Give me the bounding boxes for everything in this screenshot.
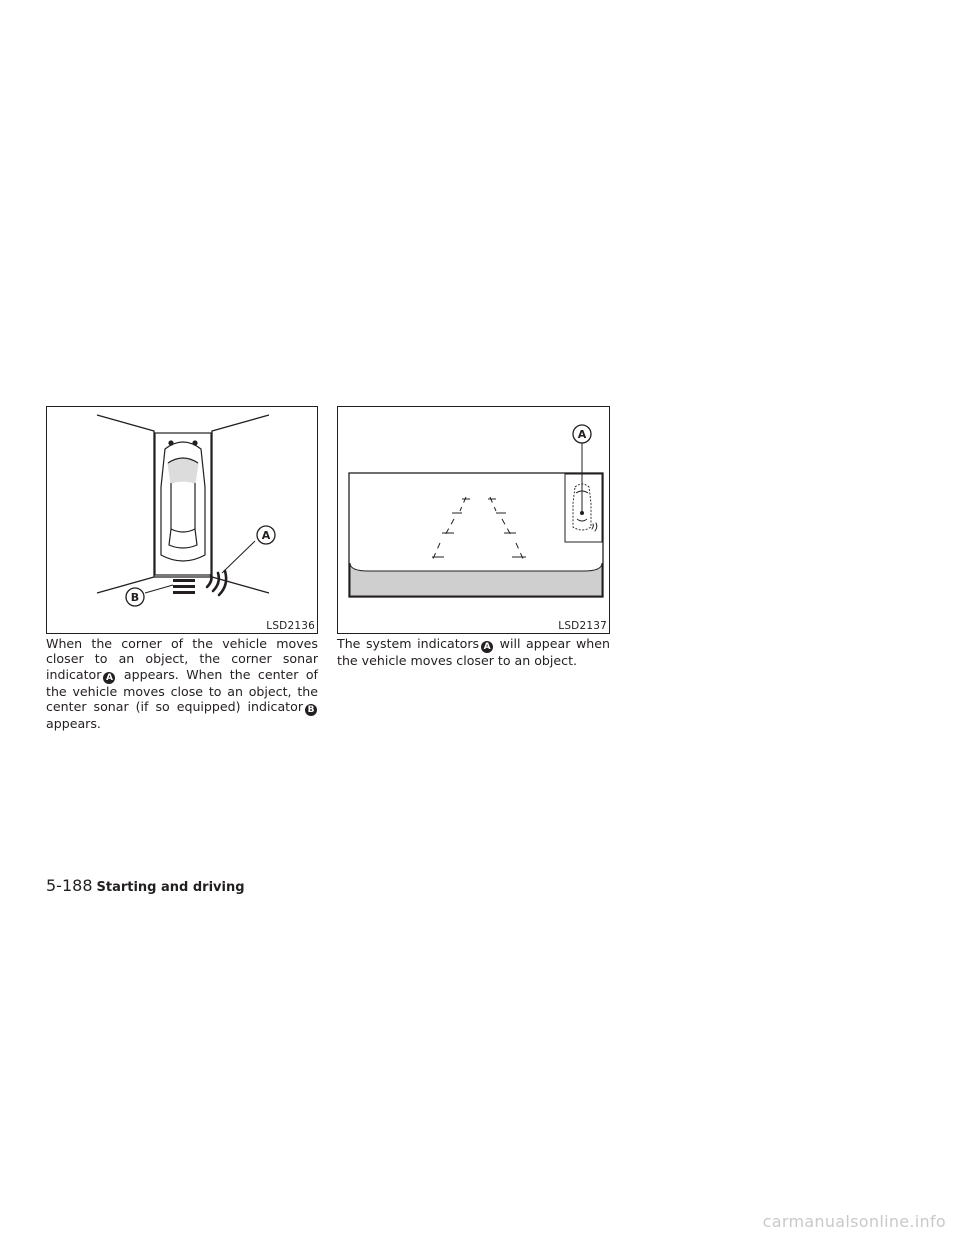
paragraph-corner-sonar — [46, 636, 318, 732]
paragraph-system-indicators — [337, 636, 610, 668]
figure-code: LSD2136 — [266, 620, 315, 632]
center-sonar-icon — [173, 579, 195, 594]
ref-a-badge: A — [481, 641, 493, 653]
text: will appear when the vehicle moves closer to an object. — [337, 636, 610, 668]
callout-a-label: A — [577, 428, 587, 441]
figure-code: LSD2137 — [558, 620, 607, 632]
text: When the corner of the vehicle moves closer to an object, the corner sonar indicator — [46, 636, 318, 682]
text: appears. — [46, 716, 101, 732]
figure-corner-sonar — [46, 406, 318, 634]
ref-b-badge: B — [305, 704, 317, 716]
callout-b-label: B — [130, 591, 140, 604]
corner-sonar-icon — [207, 571, 226, 595]
callout-a-label: A — [261, 529, 271, 542]
text: appears. When the center of the vehicle moves close to an object, the center sonar (if so equipped) indicator — [46, 666, 318, 715]
vehicle-top-view-icon — [161, 441, 205, 561]
figure-system-indicators — [337, 406, 610, 634]
rear-view-illustration — [338, 407, 611, 635]
text: The system indicators — [337, 636, 480, 651]
page-footer — [46, 876, 245, 895]
watermark: carmanualsonline.info — [762, 1212, 946, 1231]
corner-sonar-illustration — [47, 407, 319, 635]
ref-a-badge: A — [103, 672, 115, 684]
page-number: 5-188 — [46, 876, 93, 895]
section-title: Starting and driving — [96, 880, 245, 895]
